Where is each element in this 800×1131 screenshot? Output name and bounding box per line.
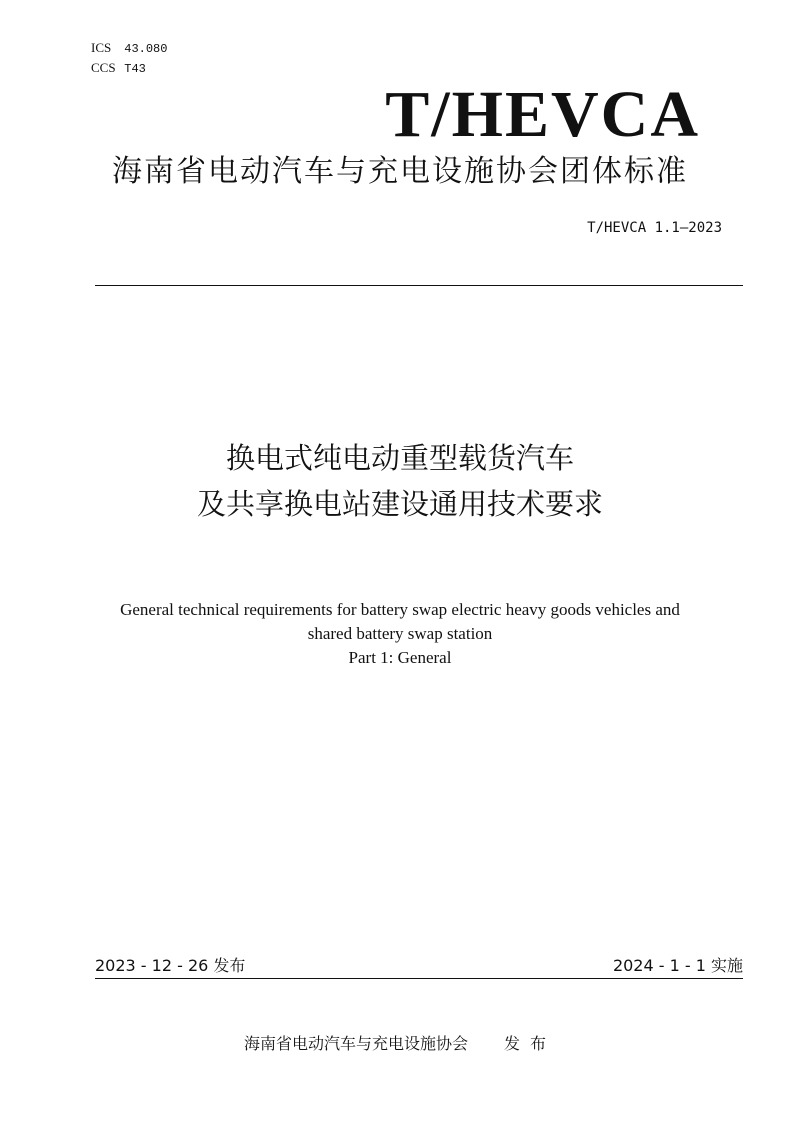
publisher-name: 海南省电动汽车与充电设施协会 [243,1034,468,1053]
implementation-date: 2024 - 1 - 1 实施 [612,956,743,975]
english-title [40,598,760,670]
ics-label: ICS [91,40,112,55]
footer-divider [95,978,743,979]
english-title-line-3: Part 1: General [348,648,452,667]
english-title-line-1: General technical requirements for battery swap electric heavy goods vehicles and [120,600,680,619]
ccs-code [91,60,146,77]
issue-date: 2023 - 12 - 26 发布 [95,956,246,975]
publish-action: 发布 [504,1034,557,1053]
standard-logo: T/HEVCA [385,78,700,151]
ics-value: 43.080 [124,42,168,56]
standard-number: T/HEVCA 1.1—2023 [587,220,722,236]
ics-code [91,40,167,57]
standard-category: 海南省电动汽车与充电设施协会团体标准 [112,154,688,189]
chinese-title-line-1: 换电式纯电动重型载货汽车 [225,441,574,475]
english-title-line-2: shared battery swap station [307,624,493,643]
publisher-line [0,1033,800,1055]
chinese-title-line-2: 及共享换电站建设通用技术要求 [196,487,603,521]
ccs-label: CCS [91,60,116,75]
header-divider [95,285,743,286]
chinese-title [40,435,760,527]
ccs-value: T43 [124,62,146,76]
